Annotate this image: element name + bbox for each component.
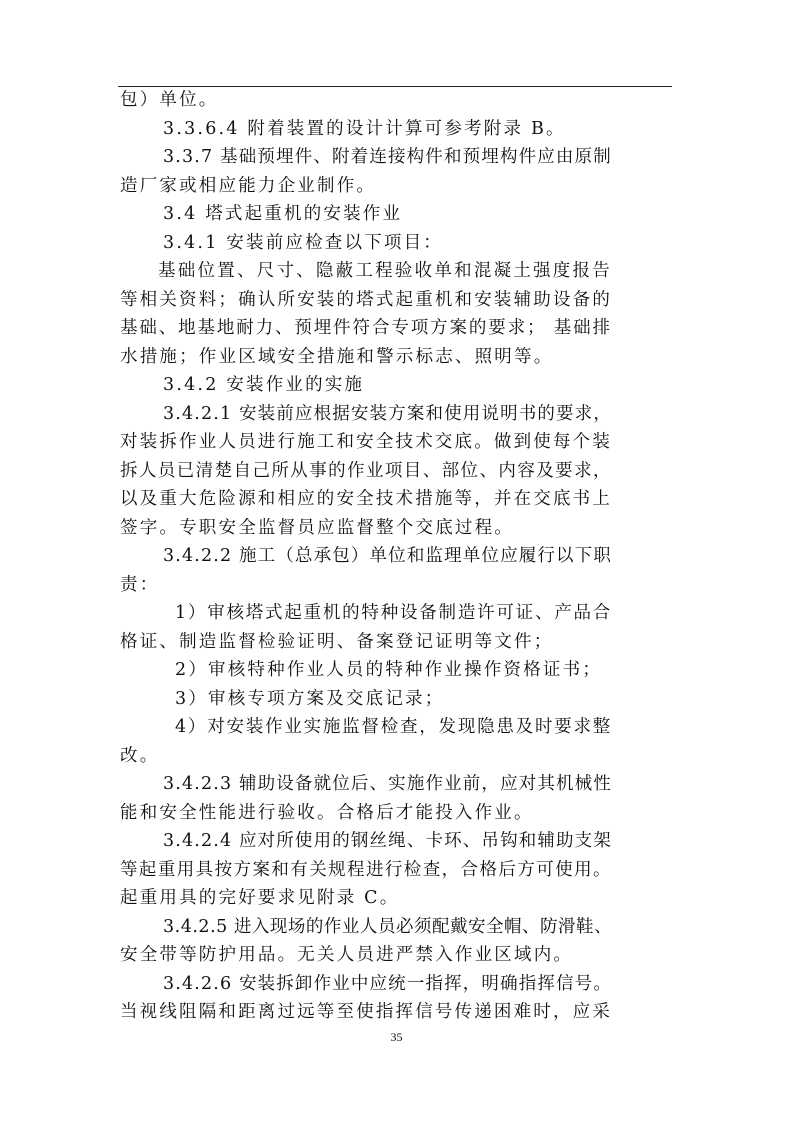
text-line: 3）审核专项方案及交底记录； [175, 688, 445, 709]
text-line: 以及重大危险源和相应的安全技术措施等，并在交底书上 [120, 489, 612, 509]
text-line: 改。 [120, 745, 160, 766]
page-number: 35 [390, 1030, 403, 1044]
text-line: 3.4.2.6 安装拆卸作业中应统一指挥，明确指挥信号。 [163, 973, 612, 994]
text-line: 基础、地基地耐力、预埋件符合专项方案的要求； 基础排 [120, 318, 612, 338]
text-line: 责： [120, 574, 160, 595]
text-line: 3.4.2.2 施工（总承包）单位和监理单位应履行以下职 [163, 546, 612, 566]
text-line: 包）单位。 [120, 90, 219, 110]
text-line: 等相关资料；确认所安装的塔式起重机和安装辅助设备的 [120, 289, 612, 310]
text-line: 1）审核塔式起重机的特种设备制造许可证、产品合 [175, 603, 613, 623]
text-line: 3.4.2.4 应对所使用的钢丝绳、卡环、吊钩和辅助支架 [163, 831, 612, 851]
text-line: 4）对安装作业实施监督检查，发现隐患及时要求整 [175, 717, 613, 737]
text-line: 格证、制造监督检验证明、备案登记证明等文件； [120, 631, 554, 652]
text-line: 3.3.7 基础预埋件、附着连接构件和预埋构件应由原制 [163, 147, 612, 167]
text-line: 3.4.2 安装作业的实施 [163, 375, 365, 395]
text-line: 当视线阻隔和距离过远等至使指挥信号传递困难时，应采 [120, 1002, 612, 1022]
text-line: 造厂家或相应能力企业制作。 [120, 175, 377, 196]
text-line: 3.4.2.1 安装前应根据安装方案和使用说明书的要求， [163, 403, 612, 424]
text-line: 3.4.2.3 辅助设备就位后、实施作业前，应对其机械性 [163, 774, 612, 794]
text-line: 水措施；作业区域安全措施和警示标志、照明等。 [120, 346, 554, 367]
text-line: 3.4.1 安装前应检查以下项目： [163, 232, 443, 253]
text-line: 能和安全性能进行验收。合格后才能投入作业。 [120, 802, 534, 823]
text-line: 等起重用具按方案和有关规程进行检查，合格后方可使用。 [120, 859, 612, 880]
text-line: 3.3.6.4 附着装置的设计计算可参考附录 B。 [163, 118, 566, 139]
text-line: 拆人员已清楚自己所从事的作业项目、部位、内容及要求， [120, 460, 612, 481]
text-line: 安全带等防护用品。无关人员进严禁入作业区域内。 [120, 945, 574, 965]
text-line: 签字。专职安全监督员应监督整个交底过程。 [120, 517, 514, 538]
text-line: 基础位置、尺寸、隐蔽工程验收单和混凝土强度报告 [158, 261, 613, 281]
text-line: 3.4 塔式起重机的安装作业 [163, 204, 403, 224]
text-line: 2）审核特种作业人员的特种作业操作资格证书； [175, 660, 603, 680]
text-line: 3.4.2.5 进入现场的作业人员必须配戴安全帽、防滑鞋、 [163, 916, 613, 937]
header-rule [118, 86, 672, 87]
text-line: 对装拆作业人员进行施工和安全技术交底。做到使每个装 [120, 432, 612, 452]
text-line: 起重用具的完好要求见附录 C。 [120, 888, 400, 908]
